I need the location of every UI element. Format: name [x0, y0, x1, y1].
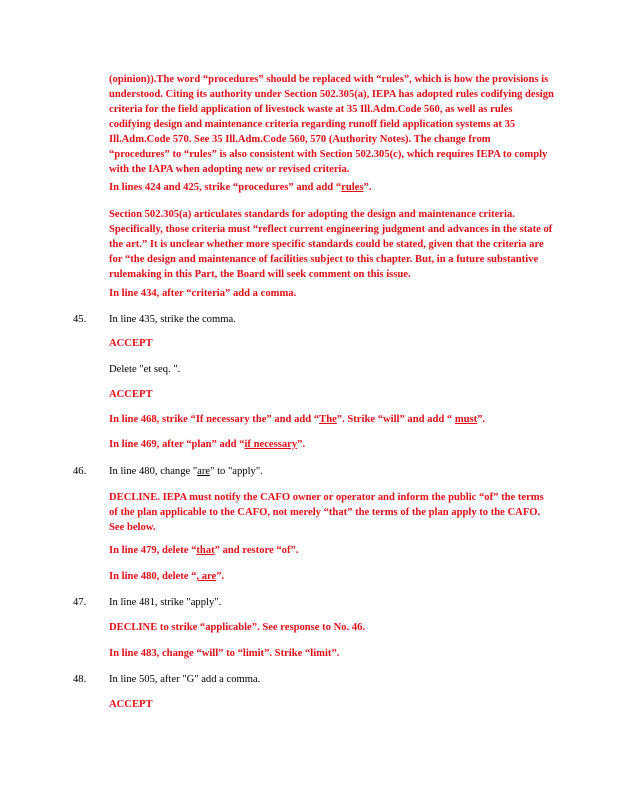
- paragraph-line-483: In line 483, change “will” to “limit”. Strike “limit”.: [109, 648, 340, 659]
- paragraph-line-434: In line 434, after “criteria” add a comma.: [109, 288, 297, 299]
- paragraph-line-468: In line 468, strike “If necessary the” and add “The”. Strike “will” and add “ must”.: [109, 414, 486, 425]
- paragraph-section-502-305: Section 502.305(a) articulates standards for adopting the design and maintenance criteria. Specifically, those criteria must “reflect current engineering judgment and advances in the state of the art.” It is unclear whether more specific standards could be stated, given that the criteria are for “the design and maintenance of facilities subject to this chapter. But, in a future substantive rulemaking in this Part, the Board will seek comment on this issue.: [109, 209, 553, 280]
- accept-label: ACCEPT: [109, 699, 153, 710]
- item-number-45: 45.: [73, 314, 87, 325]
- paragraph-line-480-change: In line 480, change "are" to "apply".: [109, 466, 263, 477]
- paragraph-decline-iepa: DECLINE. IEPA must notify the CAFO owner or operator and inform the public “of” the terms of the plan applicable to the CAFO, not merely “that” the terms of the plan apply to the CAFO. See below.: [109, 492, 544, 533]
- accept-label: ACCEPT: [109, 338, 153, 349]
- paragraph-line-480-delete: In line 480, delete “, are”.: [109, 571, 225, 582]
- paragraph-line-479: In line 479, delete “that” and restore “of”.: [109, 545, 299, 556]
- paragraph-delete-et-seq: Delete "et seq. ".: [109, 364, 181, 375]
- accept-label: ACCEPT: [109, 389, 153, 400]
- paragraph-line-481: In line 481, strike "apply".: [109, 597, 222, 608]
- paragraph-line-469: In line 469, after “plan” add “if necessary”.: [109, 439, 306, 450]
- paragraph-lines-424-425: In lines 424 and 425, strike “procedures” and add “rules”.: [109, 182, 372, 193]
- paragraph-opinion: (opinion)).The word “procedures” should be replaced with “rules”, which is how the provisions is understood. Citing its authority under Section 502.305(a), IEPA has adopted rules codifying design criteria for the field application of livestock waste at 35 Ill.Adm.Code 560, as well as rules codifying design and maintenance criteria regarding runoff field application systems at 35 Ill.Adm.Code 570. See 35 Ill.Adm.Code 560, 570 (Authority Notes). The change from “procedures” to “rules” is also consistent with Section 502.305(c), which requires IEPA to comply with the IAPA when adopting new or revised criteria.: [109, 74, 554, 175]
- item-number-46: 46.: [73, 466, 87, 477]
- paragraph-line-505: In line 505, after "G" add a comma.: [109, 674, 261, 685]
- item-number-47: 47.: [73, 597, 87, 608]
- item-number-48: 48.: [73, 674, 87, 685]
- paragraph-decline-applicable: DECLINE to strike “applicable”. See response to No. 46.: [109, 622, 366, 633]
- paragraph-line-435: In line 435, strike the comma.: [109, 314, 236, 325]
